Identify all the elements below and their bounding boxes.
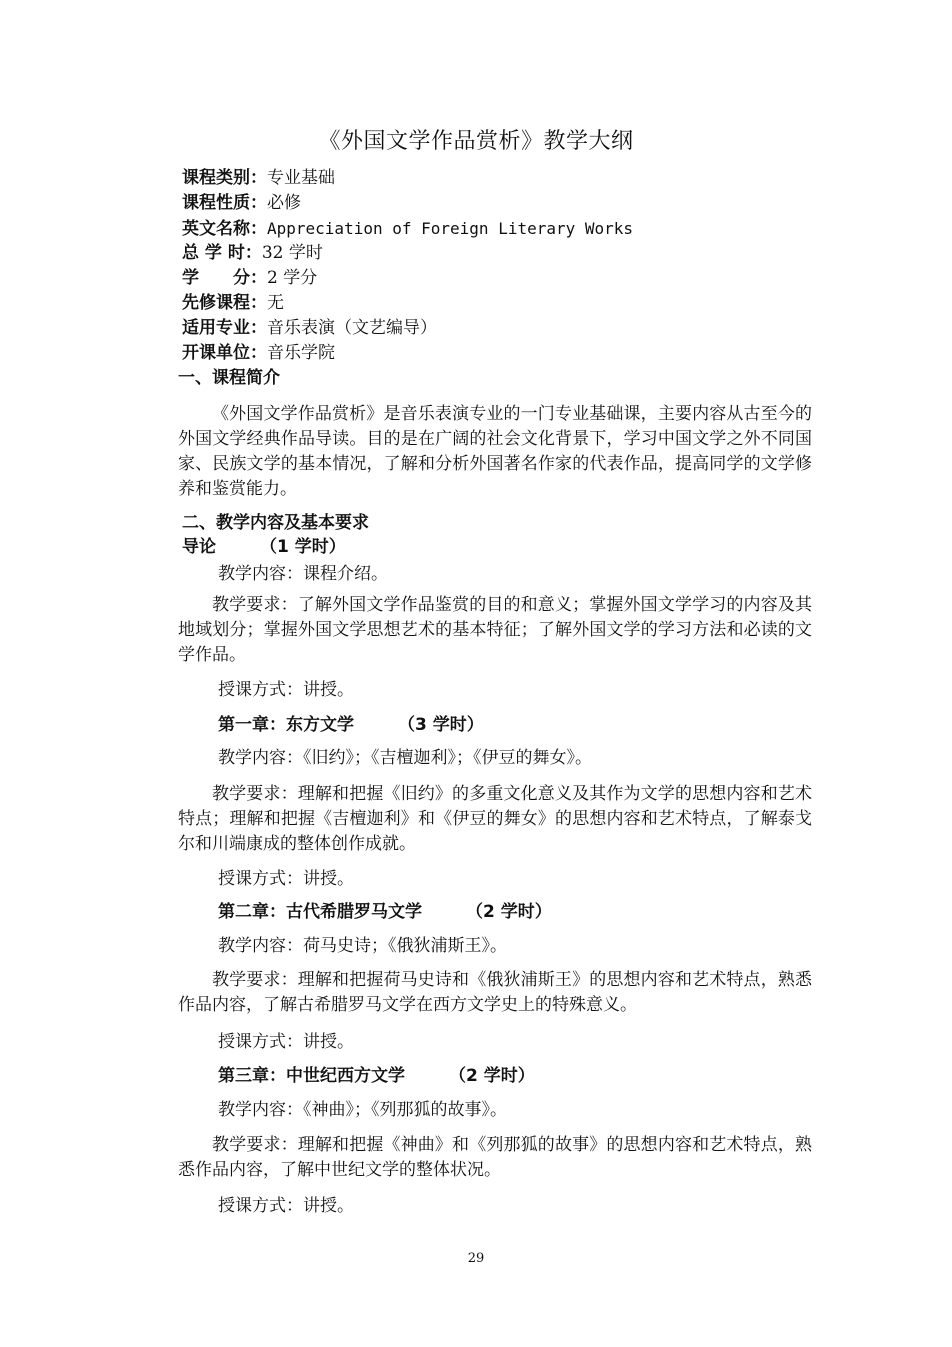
chapter-hours: （3 学时）: [398, 715, 484, 735]
info-row-department: [182, 341, 633, 366]
info-value: 专业基础: [267, 168, 335, 188]
course-info: [182, 166, 633, 366]
info-row-prerequisite: [182, 291, 633, 316]
intro-heading: [178, 535, 812, 559]
info-label: 英文名称：: [182, 219, 267, 239]
intro-method-block: [178, 678, 812, 703]
teaching-requirement: 教学要求：了解外国文学作品鉴赏的目的和意义；掌握外国文学学习的内容及其地域划分；掌握外国文学思想艺术的基本特征；了解外国文学的学习方法和必读的文学作品。: [178, 595, 812, 665]
page-number: 29: [467, 1251, 485, 1266]
chapter-hours: （2 学时）: [466, 902, 552, 922]
section-heading: 一、课程简介: [178, 368, 280, 388]
info-value: 音乐学院: [267, 343, 335, 363]
chapter-heading: [178, 713, 812, 737]
info-label: 学 分：: [182, 268, 267, 288]
chapter-title: 第二章：古代希腊罗马文学: [218, 902, 422, 922]
intro-content: [178, 562, 812, 587]
info-value: 32 学时: [261, 243, 323, 263]
chapter-title: 第三章：中世纪西方文学: [218, 1066, 405, 1086]
chapter-1-method-block: [178, 867, 812, 892]
section-course-intro: [178, 366, 812, 502]
teaching-content: 教学内容：《神曲》；《列那狐的故事》。: [218, 1100, 507, 1120]
teaching-method: 授课方式：讲授。: [218, 1196, 354, 1216]
teaching-method: 授课方式：讲授。: [218, 680, 354, 700]
info-row-nature: [182, 191, 633, 216]
info-row-total-hours: [182, 241, 633, 266]
chapter-2-method-block: [178, 1030, 812, 1055]
info-row-credits: [182, 266, 633, 291]
teaching-content: 教学内容：荷马史诗；《俄狄浦斯王》。: [218, 936, 507, 956]
chapter-1-requirement-block: [178, 782, 812, 857]
chapter-heading: [178, 900, 812, 924]
chapter-1: [178, 713, 812, 737]
section-content-requirements: [178, 511, 812, 559]
info-value: 无: [267, 293, 284, 313]
section-heading: 二、教学内容及基本要求: [182, 513, 369, 533]
info-value: 必修: [267, 193, 301, 213]
chapter-3-method-block: [178, 1194, 812, 1219]
info-label: 课程类别：: [182, 168, 267, 188]
chapter-heading: [178, 1064, 812, 1088]
info-label: 课程性质：: [182, 193, 267, 213]
teaching-requirement: 教学要求：理解和把握《旧约》的多重文化意义及其作为文学的思想内容和艺术特点；理解和把握《吉檀迦利》和《伊豆的舞女》的思想内容和艺术特点，了解泰戈尔和川端康成的整体创作成就。: [178, 784, 812, 854]
info-row-major: [182, 316, 633, 341]
teaching-content: 教学内容：课程介绍。: [218, 564, 388, 584]
chapter-1-content-block: [178, 746, 812, 771]
chapter-3-content-block: [178, 1098, 812, 1123]
info-label: 总 学 时：: [182, 243, 262, 263]
intro-hours: （1 学时）: [260, 537, 346, 557]
teaching-requirement: 教学要求：理解和把握《神曲》和《列那狐的故事》的思想内容和艺术特点，熟悉作品内容，了解中世纪文学的整体状况。: [178, 1135, 812, 1180]
page-title: 《外国文学作品赏析》教学大纲: [318, 129, 634, 154]
teaching-method: 授课方式：讲授。: [218, 1032, 354, 1052]
chapter-title: 第一章：东方文学: [218, 715, 354, 735]
intro-requirement-block: [178, 593, 812, 668]
info-row-english-name: [182, 216, 633, 241]
chapter-2: [178, 900, 812, 924]
chapter-2-content-block: [178, 934, 812, 959]
chapter-3-requirement-block: [178, 1133, 812, 1183]
info-label: 开课单位：: [182, 343, 267, 363]
intro-title: 导论: [182, 537, 216, 557]
teaching-method: 授课方式：讲授。: [218, 869, 354, 889]
info-value: 2 学分: [267, 268, 318, 288]
info-label: 适用专业：: [182, 318, 267, 338]
chapter-hours: （2 学时）: [449, 1066, 535, 1086]
info-value: Appreciation of Foreign Literary Works: [267, 219, 634, 238]
teaching-content: 教学内容：《旧约》；《吉檀迦利》；《伊豆的舞女》。: [218, 748, 592, 768]
info-label: 先修课程：: [182, 293, 267, 313]
info-row-category: [182, 166, 633, 191]
chapter-2-requirement-block: [178, 968, 812, 1018]
chapter-3: [178, 1064, 812, 1088]
section-paragraph: 《外国文学作品赏析》是音乐表演专业的一门专业基础课，主要内容从古至今的外国文学经典作品导读。目的是在广阔的社会文化背景下，学习中国文学之外不同国家、民族文学的基本情况，了解和分析外国著名作家的代表作品，提高同学的文学修养和鉴赏能力。: [178, 404, 812, 499]
info-value: 音乐表演（文艺编导）: [267, 318, 437, 338]
teaching-requirement: 教学要求：理解和把握荷马史诗和《俄狄浦斯王》的思想内容和艺术特点，熟悉作品内容，了解古希腊罗马文学在西方文学史上的特殊意义。: [178, 970, 812, 1015]
